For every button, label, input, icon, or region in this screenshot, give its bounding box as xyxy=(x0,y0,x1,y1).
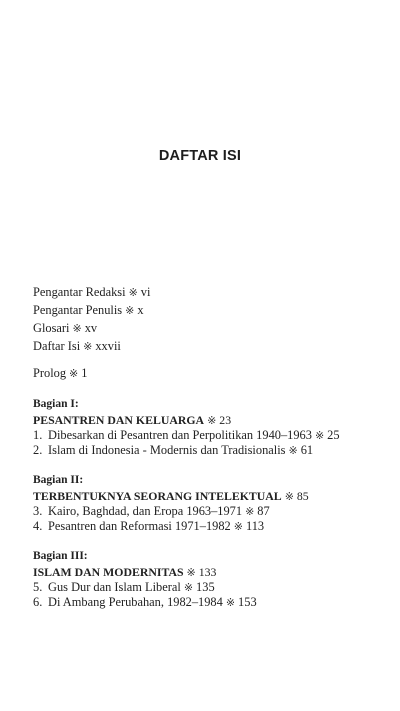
toc-entry-label: Daftar Isi xyxy=(33,339,81,353)
chapter-number: 3. xyxy=(33,504,43,518)
toc-entry-pengantar-penulis[interactable] xyxy=(33,301,383,319)
chapter-title: Islam di Indonesia - Modernis dan Tradisionalis xyxy=(48,443,286,457)
asterism-separator-icon: ※ xyxy=(72,322,82,335)
chapter-title: Gus Dur dan Islam Liberal xyxy=(48,580,181,594)
toc-entry-page: 23 xyxy=(219,413,232,427)
toc-entry-page: 87 xyxy=(257,504,270,518)
chapter-number: 4. xyxy=(33,519,43,533)
part-title-text: TERBENTUKNYA SEORANG INTELEKTUAL xyxy=(33,489,282,503)
toc-entry-chapter-3[interactable] xyxy=(33,504,383,519)
toc-entry-page: xxvii xyxy=(95,339,121,353)
asterism-separator-icon: ※ xyxy=(245,505,255,518)
toc-entry-page: 25 xyxy=(327,428,340,442)
chapter-number: 5. xyxy=(33,580,43,594)
asterism-separator-icon: ※ xyxy=(83,340,93,353)
part-label: Bagian III: xyxy=(33,550,88,562)
toc-part-3 xyxy=(33,548,383,610)
toc-entry-chapter-5[interactable] xyxy=(33,580,383,595)
toc-entry-part-title[interactable] xyxy=(33,488,383,504)
chapter-number: 6. xyxy=(33,595,43,609)
toc-part-2 xyxy=(33,472,383,534)
toc-entry-page: 113 xyxy=(245,519,265,533)
asterism-separator-icon: ※ xyxy=(128,286,138,299)
asterism-separator-icon: ※ xyxy=(183,581,194,594)
toc-entry-pengantar-redaksi[interactable] xyxy=(33,283,383,301)
chapter-number: 2. xyxy=(33,443,43,457)
toc-entry-daftar-isi[interactable] xyxy=(33,337,383,355)
part-label: Bagian II: xyxy=(33,474,84,486)
toc-part-1 xyxy=(33,396,383,458)
chapter-title: Pesantren dan Reformasi 1971–1982 xyxy=(48,519,231,533)
toc-entry-page: xv xyxy=(84,321,98,335)
chapter-title: Dibesarkan di Pesantren dan Perpolitikan 1940–1963 xyxy=(48,428,312,442)
asterism-separator-icon: ※ xyxy=(314,429,325,442)
toc-entry-page: 1 xyxy=(81,366,88,380)
table-of-contents xyxy=(33,283,383,610)
part-title-text: ISLAM DAN MODERNITAS xyxy=(33,565,184,579)
chapter-number: 1. xyxy=(33,428,43,442)
toc-entry-page: 61 xyxy=(300,443,314,457)
asterism-separator-icon: ※ xyxy=(125,304,135,317)
toc-entry-label: Pengantar Penulis xyxy=(33,303,123,317)
toc-entry-label: Glosari xyxy=(33,321,70,335)
toc-entry-page: 133 xyxy=(198,565,217,579)
asterism-separator-icon: ※ xyxy=(207,414,217,427)
asterism-separator-icon: ※ xyxy=(225,596,236,609)
toc-entry-glosari[interactable] xyxy=(33,319,383,337)
toc-entry-page: 153 xyxy=(238,595,257,609)
part-title-text: PESANTREN DAN KELUARGA xyxy=(33,413,205,427)
toc-entry-page: 85 xyxy=(296,489,309,503)
toc-entry-label: Pengantar Redaksi xyxy=(33,285,126,299)
asterism-separator-icon: ※ xyxy=(284,490,294,503)
toc-entry-part-title[interactable] xyxy=(33,564,383,580)
page-title: DAFTAR ISI xyxy=(158,148,242,164)
asterism-separator-icon: ※ xyxy=(233,520,243,533)
toc-entry-chapter-1[interactable] xyxy=(33,428,383,443)
toc-entry-part-title[interactable] xyxy=(33,412,383,428)
toc-entry-chapter-2[interactable] xyxy=(33,443,383,458)
asterism-separator-icon: ※ xyxy=(186,566,196,579)
toc-entry-page: 135 xyxy=(196,580,215,594)
toc-entry-label: Prolog xyxy=(33,366,67,380)
part-label: Bagian I: xyxy=(33,398,79,410)
toc-entry-page: vi xyxy=(140,285,151,299)
chapter-title: Di Ambang Perubahan, 1982–1984 xyxy=(48,595,223,609)
chapter-title: Kairo, Baghdad, dan Eropa 1963–1971 xyxy=(48,504,243,518)
asterism-separator-icon: ※ xyxy=(288,444,298,457)
toc-entry-chapter-6[interactable] xyxy=(33,595,383,610)
asterism-separator-icon: ※ xyxy=(69,367,79,380)
toc-entry-page: x xyxy=(137,303,144,317)
toc-entry-chapter-4[interactable] xyxy=(33,519,383,534)
toc-entry-prolog[interactable] xyxy=(33,364,383,382)
